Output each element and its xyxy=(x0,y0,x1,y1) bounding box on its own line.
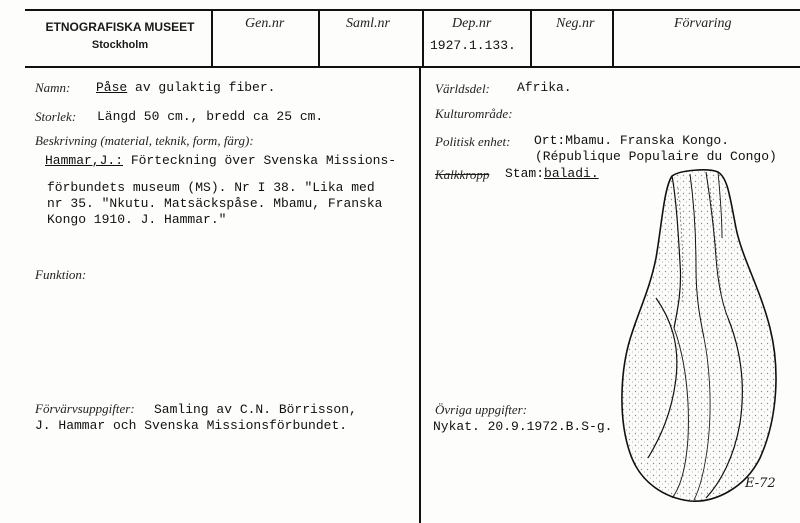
funktion-label: Funktion: xyxy=(35,267,87,282)
stam-value: baladi. xyxy=(544,166,599,181)
beskrivning-author: Hammar,J.: xyxy=(45,153,124,168)
neg-nr-label: Neg.nr xyxy=(556,16,595,31)
header-divider-2 xyxy=(318,9,320,67)
politisk-label: Politisk enhet: xyxy=(435,134,511,149)
gen-nr-label: Gen.nr xyxy=(245,16,285,31)
namn-rest: av gulaktig fiber. xyxy=(135,80,276,95)
beskrivning-line-4: Kongo 1910. J. Hammar." xyxy=(47,212,227,227)
kulturomrade-label: Kulturområde: xyxy=(435,106,513,121)
politisk-line-2: (République Populaire du Congo) xyxy=(535,149,777,164)
museum-name-block xyxy=(30,18,210,54)
varldsdel-label: Världsdel: xyxy=(435,81,490,96)
beskrivning-label: Beskrivning (material, teknik, form, färg): xyxy=(35,133,254,148)
namn-word: Påse xyxy=(96,80,128,95)
stam-label: Stam: xyxy=(505,166,545,181)
forvaring-label: Förvaring xyxy=(674,16,732,31)
ovriga-value: Nykat. 20.9.1972.B.S-g. xyxy=(433,419,613,434)
forvarv-line-1: Samling av C.N. Börrisson, xyxy=(154,402,357,417)
saml-nr-label: Saml.nr xyxy=(346,16,390,31)
header-top-border xyxy=(25,9,800,11)
center-divider xyxy=(419,66,421,523)
beskrivning-line-1 xyxy=(45,153,396,168)
namn-label: Namn: xyxy=(35,80,71,95)
header-bottom-border xyxy=(25,66,800,68)
kalkkropp-text: Kalkkropp xyxy=(435,167,490,182)
forvarv-label: Förvärvsuppgifter: xyxy=(35,401,135,416)
kalkkropp-label xyxy=(435,167,489,183)
storlek-label: Storlek: xyxy=(35,109,77,124)
header-divider-3 xyxy=(422,9,424,67)
beskrivning-line-2: förbundets museum (MS). Nr I 38. "Lika med xyxy=(47,180,375,195)
museum-name: ETNOGRAFISKA MUSEET xyxy=(45,20,195,34)
politisk-line-1: Ort:Mbamu. Franska Kongo. xyxy=(534,133,730,148)
stam-field xyxy=(505,166,599,181)
ovriga-label: Övriga uppgifter: xyxy=(435,402,528,417)
header-divider-5 xyxy=(612,9,614,67)
dep-nr-value: 1927.1.133. xyxy=(430,38,516,53)
dep-nr-label: Dep.nr xyxy=(452,16,492,31)
header-divider-1 xyxy=(211,9,213,67)
varldsdel-value: Afrika. xyxy=(517,80,572,95)
beskrivning-line-1-text: Förteckning över Svenska Missions- xyxy=(130,153,397,168)
museum-city: Stockholm xyxy=(91,39,149,51)
bag-sketch-illustration xyxy=(610,168,790,508)
beskrivning-line-3: nr 35. "Nkutu. Matsäckspåse. Mbamu, Franska xyxy=(47,196,383,211)
storlek-value: Längd 50 cm., bredd ca 25 cm. xyxy=(97,109,324,124)
forvarv-line-2: J. Hammar och Svenska Missionsförbundet. xyxy=(35,418,348,433)
signature-mark: E-72 xyxy=(745,476,776,491)
header-divider-4 xyxy=(530,9,532,67)
namn-value xyxy=(96,80,275,95)
